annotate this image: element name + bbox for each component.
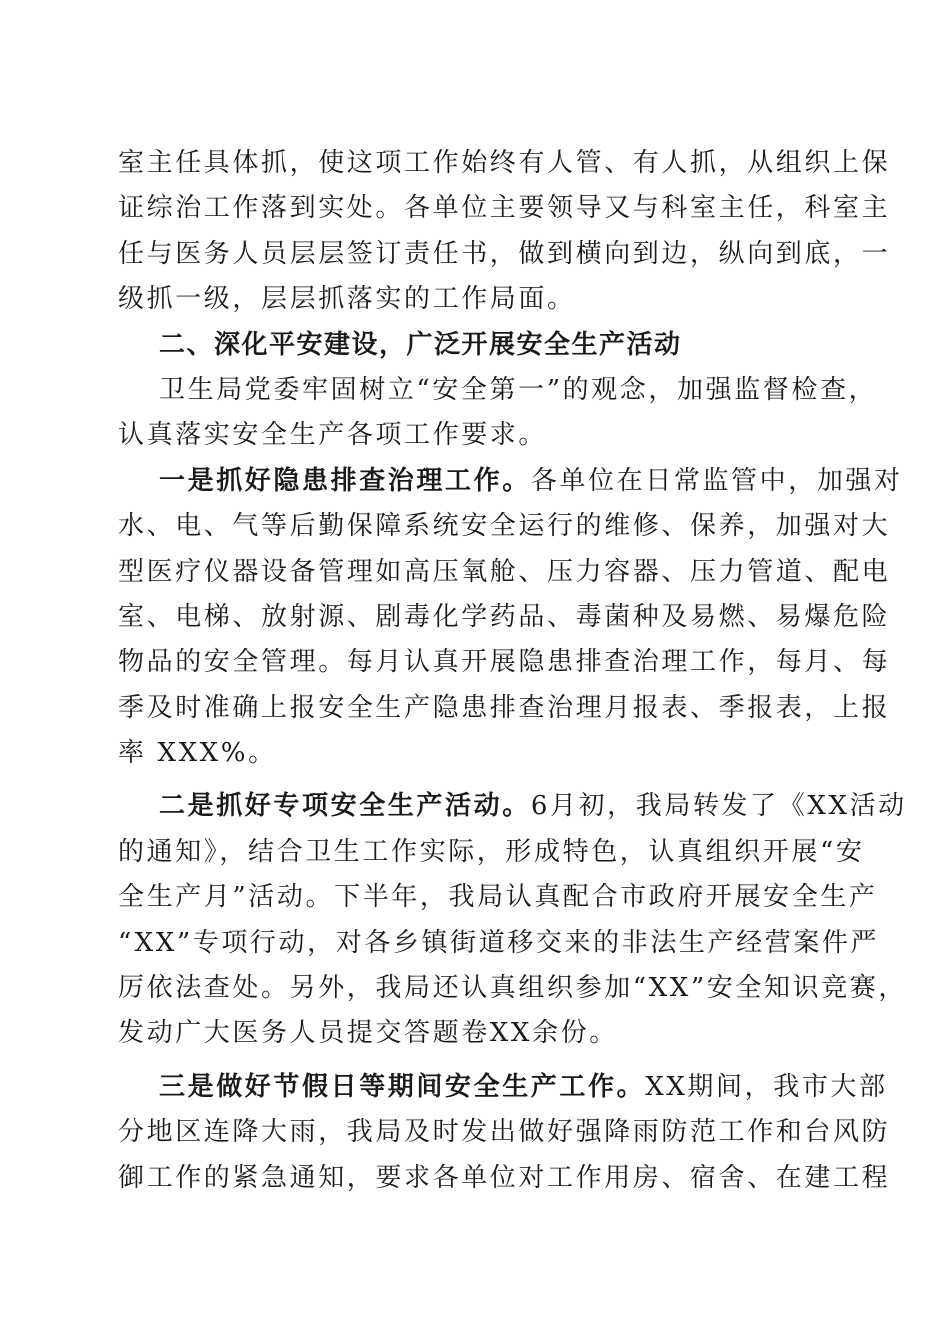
item-text: 6月初，我局转发了《XX活动 — [530, 791, 907, 822]
text-line — [118, 784, 907, 829]
text-line: 水、电、气等后勤保障系统安全运行的维修、保养，加强对大 — [118, 511, 891, 542]
paragraph-gap — [118, 776, 830, 784]
text-line — [118, 1065, 888, 1110]
item-paragraph-2 — [118, 784, 908, 1056]
text-line: 室、电梯、放射源、剧毒化学药品、毒菌种及易燃、易爆危险 — [118, 601, 891, 632]
text-line: “XX”专项行动，对各乡镇街道移交来的非法生产经营案件严 — [118, 927, 880, 958]
item-text: 各单位在日常监管中，加强对 — [530, 465, 903, 496]
text-line: 御工作的紧急通知，要求各单位对工作用房、宿舍、在建工程 — [118, 1162, 891, 1193]
item-lead: 一是抓好隐患排查治理工作。 — [159, 465, 531, 496]
text-line: 率 XXX%。 — [118, 738, 277, 769]
text-line: 的通知》，结合卫生工作实际，形成特色，认真组织开展“安 — [118, 836, 865, 867]
text-line: 任与医务人员层层签订责任书，做到横向到边，纵向到底，一 — [118, 238, 891, 269]
item-lead: 三是做好节假日等期间安全生产工作。 — [159, 1071, 646, 1102]
text-line: 发动广大医务人员提交答题卷XX余份。 — [118, 1018, 618, 1049]
text-line: 型医疗仪器设备管理如高压氧舱、压力容器、压力管道、配电 — [118, 556, 891, 587]
text-line: 级抓一级，层层抓落实的工作局面。 — [118, 284, 576, 315]
paragraph-gap — [118, 1057, 830, 1065]
item-lead: 二是抓好专项安全生产活动。 — [159, 791, 531, 822]
section-intro-paragraph — [118, 368, 878, 459]
section-heading: 二、深化平安建设，广泛开展安全生产活动 — [159, 329, 682, 360]
text-line: 证综治工作落到实处。各单位主要领导又与科室主任，科室主 — [118, 193, 891, 224]
text-line: 室主任具体抓，使这项工作始终有人管、有人抓，从组织上保 — [118, 148, 891, 178]
text-line: 认真落实安全生产各项工作要求。 — [118, 420, 548, 451]
text-line: 物品的安全管理。每月认真开展隐患排查治理工作，每月、每 — [118, 647, 891, 678]
document-page — [118, 141, 908, 1201]
text-line: 分地区连降大雨，我局及时发出做好强降雨防范工作和台风防 — [118, 1117, 891, 1148]
item-paragraph-3 — [118, 1065, 891, 1201]
text-line: 全生产月”活动。下半年，我局认真配合市政府开展安全生产 — [118, 882, 878, 913]
item-paragraph-1 — [118, 459, 903, 777]
text-line: 厉依法查处。另外，我局还认真组织参加“XX”安全知识竞赛， — [118, 973, 908, 1004]
text-line — [118, 459, 903, 504]
text-line: 卫生局党委牢固树立“安全第一”的观念，加强监督检查， — [159, 374, 878, 405]
item-text: XX期间，我市大部 — [645, 1071, 888, 1102]
paragraph-continuation — [118, 141, 891, 323]
text-line: 季及时准确上报安全生产隐患排查治理月报表、季报表，上报 — [118, 692, 891, 723]
